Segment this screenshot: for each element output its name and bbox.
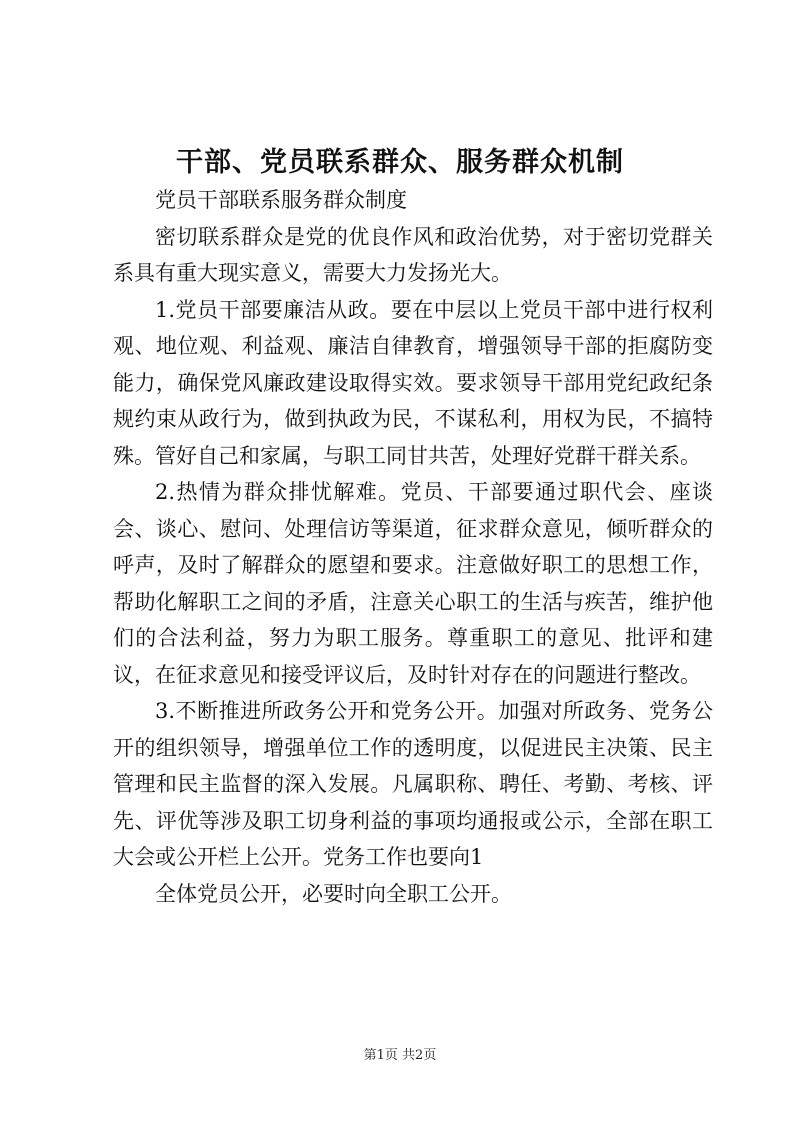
item-1-paragraph: 1.党员干部要廉洁从政。要在中层以上党员干部中进行权利观、地位观、利益观、廉洁自律教育，增强领导干部的拒腐防变能力，确保党风廉政建设取得实效。要求领导干部用党纪政纪条规约束从政行为，做到执政为民，不谋私利，用权为民，不搞特殊。管好自己和家属，与职工同甘共苦，处理好党群干群关系。 xyxy=(113,297,713,468)
subtitle-paragraph: 党员干部联系服务群众制度 xyxy=(155,188,407,212)
item-2-paragraph: 2.热情为群众排忧解难。党员、干部要通过职代会、座谈会、谈心、慰问、处理信访等渠道，征求群众意见，倾听群众的呼声，及时了解群众的愿望和要求。注意做好职工的思想工作，帮助化解职工之间的矛盾，注意关心职工的生活与疾苦，维护他们的合法利益，努力为职工服务。尊重职工的意见、批评和建议，在征求意见和接受评议后，及时针对存在的问题进行整改。 xyxy=(113,480,713,687)
document-body xyxy=(113,182,713,912)
page-title: 干部、党员联系群众、服务群众机制 xyxy=(176,147,624,178)
item-3-paragraph: 3.不断推进所政务公开和党务公开。加强对所政务、党务公开的组织领导，增强单位工作的透明度，以促进民主决策、民主管理和民主监督的深入发展。凡属职称、聘任、考勤、考核、评先、评优等涉及职工切身利益的事项均通报或公示，全部在职工大会或公开栏上公开。党务工作也要向1 xyxy=(113,699,713,869)
closing-paragraph: 全体党员公开，必要时向全职工公开。 xyxy=(155,881,512,906)
page-footer: 第1页 共2页 xyxy=(363,1048,437,1063)
intro-paragraph: 密切联系群众是党的优良作风和政治优势，对于密切党群关系具有重大现实意义，需要大力发扬光大。 xyxy=(113,224,713,285)
